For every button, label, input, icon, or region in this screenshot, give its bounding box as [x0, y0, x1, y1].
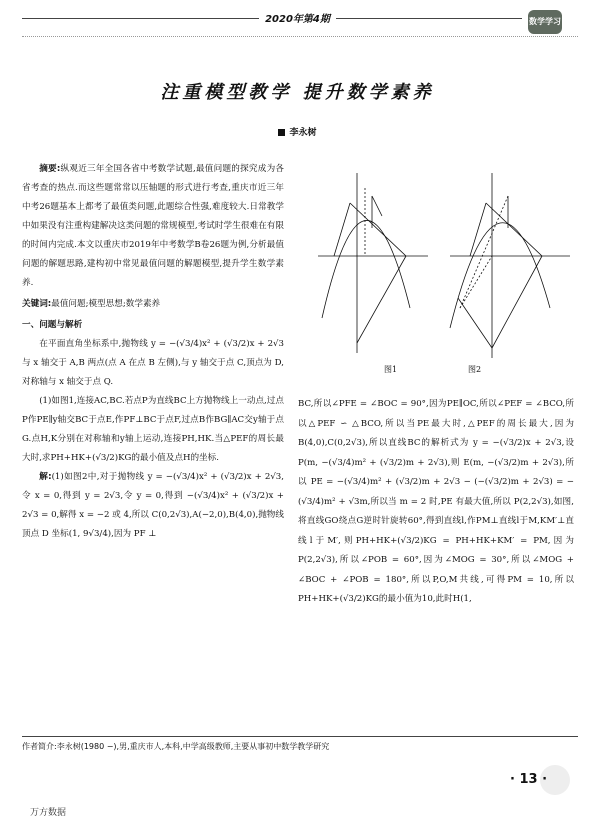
- watermark: 万方数据: [30, 808, 67, 818]
- abstract: 摘要:纵观近三年全国各省中考数学试题,最值问题的探究成为各省考查的热点.而这些题常常以压轴题的形式进行考查,重庆市近三年中考26题基本上都考了最值类问题,此题综合性强,难度较大.日常教学中如果没有注重构建解决这类问题的常规模型,考试时学生很难在有限的时间内完成.本文以重庆市2019年中考数学B卷26题为例,分析最值问题的解题思路,建构初中常见最值问题的解题模型,提升学生数学素养.: [22, 164, 285, 288]
- right-column-text: BC,所以∠PFE = ∠BOC = 90°,因为PE∥OC,所以∠PEF = ∠BCO,所以△PEF ∽ △BCO,所以当PE最大时,△PEF的周长最大,因为B(4,0),C(0,2√3),所以直线BC的解析式为 y = −(√3/2)x + 2√3,设 P(m, −(√3/4)m² + (√3/2)m + 2√3),则 E(m, −(√3/2)m + 2√3),所以 PE = −(√3/4)m² + (√3/2)m + 2√3 − (−(√3/2)m + 2√3) = −(√3/4)m² + √3m,所以当 m = 2 时,PE 有最大值,所以 P(2,2√3),如图,将直线GO绕点G逆时针旋转60°,得到直线l,作PM⊥直线l于M,KM′⊥直线l于M′,则PH+HK+(√3/2)KG = PH+HK+KM′ = PM,因为P(2,2√3),所以∠POB = 60°,因为∠MOG = 30°,所以∠MOG + ∠BOC + ∠POB = 180°,所以P,O,M共线,可得PM = 10,所以PH+HK+(√3/2)KG的最小值为10,此时H(1,: [298, 399, 574, 604]
- keywords: 关键词:最值问题;模型思想;数学素养: [22, 299, 161, 309]
- square-icon: [278, 129, 285, 136]
- journal-badge: 数学学习: [528, 10, 562, 34]
- author-footnote: 作者简介:李永树(1980 −),男,重庆市人,本科,中学高级教师,主要从事初中数学教学研究: [22, 742, 330, 751]
- section-heading: 一、问题与解析: [22, 320, 83, 330]
- footnote-rule: [22, 736, 578, 737]
- problem-paragraph: 在平面直角坐标系中,抛物线 y = −(√3/4)x² + (√3/2)x + 2√3 与 x 轴交于 A,B 两点(点 A 在点 B 左侧),与 y 轴交于点 C,顶点为 D,对称轴与 x 轴交于点 Q.: [22, 339, 284, 387]
- left-column: [22, 160, 284, 544]
- figure-1-caption: 图1: [384, 365, 398, 374]
- solution-paragraph: 解:(1)如图2中,对于抛物线 y = −(√3/4)x² + (√3/2)x + 2√3,令 x = 0,得到 y = 2√3,令 y = 0,得到 −(√3/4)x² + (√3/2)x + 2√3 = 0,解得 x = −2 或 4,所以 C(0,2√3),A(−2,0),B(4,0),抛物线顶点 D 坐标(1, 9√3/4),因为 PF ⊥: [22, 472, 285, 539]
- question-paragraph: (1)如图1,连接AC,BC.若点P为直线BC上方抛物线上一动点,过点P作PE∥y轴交BC于点E,作PF⊥BC于点F,过点B作BG∥AC交y轴于点G.点H,K分别在对称轴和y轴上运动,连接PH,HK.当△PEF的周长最大时,求PH+HK+(√3/2)KG的最小值及点H的坐标.: [22, 396, 284, 463]
- header-dotted-rule: [22, 36, 578, 37]
- figures: [310, 168, 574, 368]
- right-column: [298, 395, 574, 610]
- figure-2-caption: 图2: [468, 365, 482, 374]
- figure-1: [318, 173, 428, 353]
- author: 李永树: [0, 125, 595, 138]
- page-number: · 13 ·: [510, 772, 548, 787]
- article-title: 注重模型教学 提升数学素养: [160, 82, 435, 103]
- issue-label: 2020年第4期: [0, 10, 595, 25]
- figure-2: [450, 173, 570, 358]
